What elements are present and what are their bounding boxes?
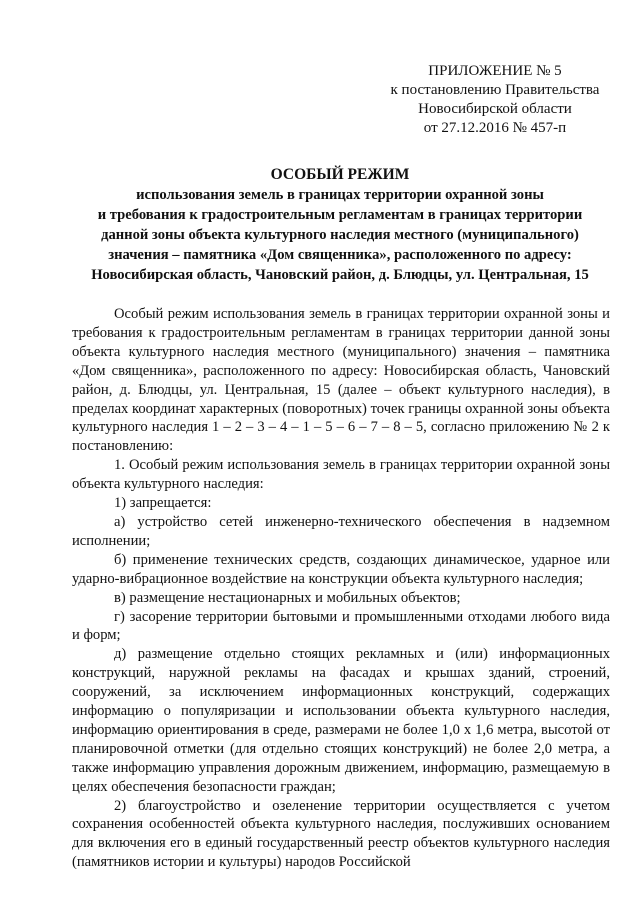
paragraph-item-2: 2) благоустройство и озеленение территории осуществляется с учетом сохранения особенностей объекта культурного наследия, послуживших основанием для включения его в единый государственный реестр объектов культурного наследия (памятников истории и культуры) народов Российской: [72, 797, 610, 871]
paragraph-item-b: б) применение технических средств, создающих динамическое, ударное или ударно-вибрационное воздействие на конструкции объекта культурного наследия;: [72, 551, 610, 587]
title-main: ОСОБЫЙ РЕЖИМ: [270, 166, 410, 183]
paragraph-item-g: г) засорение территории бытовыми и промышленными отходами любого вида и форм;: [72, 608, 610, 644]
document-title: [70, 165, 610, 285]
title-line-5: Новосибирская область, Чановский район, д. Блюдцы, ул. Центральная, 15: [91, 267, 589, 283]
paragraph-item-d: д) размещение отдельно стоящих рекламных и (или) информационных конструкций, наружной рекламы на фасадах и крышах зданий, строений, сооружений, за исключением информационных конструкций, содержащих информацию о популяризации и использовании объекта культурного наследия, информацию ориентирования в среде, размерами не более 1,0 х 1,6 метра, высотой от планировочной отметки (для отдельно стоящих конструкций) не более 2,0 метра, а также информацию управления дорожным движением, информацию, размещаемую в целях обеспечения безопасности граждан;: [72, 646, 610, 795]
paragraph-intro: Особый режим использования земель в границах территории охранной зоны и требования к градостроительным регламентам в границах территории данной зоны объекта культурного наследия местного (муниципального) значения – памятника «Дом священника», расположенного по адресу: Новосибирская область, Чановский район, д. Блюдцы, ул. Центральная, 15 (далее – объект культурного наследия), в пределах координат характерных (поворотных) точек границы охранной зоны объекта культурного наследия 1 – 2 – 3 – 4 – 1 – 5 – 6 – 7 – 8 – 5, согласно приложению № 2 к постановлению:: [72, 306, 610, 455]
paragraph-item-1: 1) запрещается:: [114, 495, 212, 512]
title-line-1: использования земель в границах территории охранной зоны: [136, 187, 544, 203]
appendix-region: Новосибирской области: [418, 101, 572, 117]
paragraph-item-v: в) размещение нестационарных и мобильных объектов;: [114, 589, 461, 606]
title-line-2: и требования к градостроительным регламентам в границах территории: [97, 207, 583, 223]
appendix-resolution-ref: к постановлению Правительства: [390, 82, 600, 98]
paragraph-section-1: 1. Особый режим использования земель в границах территории охранной зоны объекта культурного наследия:: [72, 457, 610, 493]
title-line-3: данной зоны объекта культурного наследия местного (муниципального): [101, 227, 579, 243]
paragraph-item-a: а) устройство сетей инженерно-технического обеспечения в надземном исполнении;: [72, 513, 610, 549]
appendix-header: [380, 62, 610, 138]
appendix-date-number: от 27.12.2016 № 457-п: [423, 120, 567, 136]
document-body: [72, 305, 610, 872]
appendix-number: ПРИЛОЖЕНИЕ № 5: [428, 63, 562, 79]
title-line-4: значения – памятника «Дом священника», расположенного по адресу:: [108, 247, 572, 263]
